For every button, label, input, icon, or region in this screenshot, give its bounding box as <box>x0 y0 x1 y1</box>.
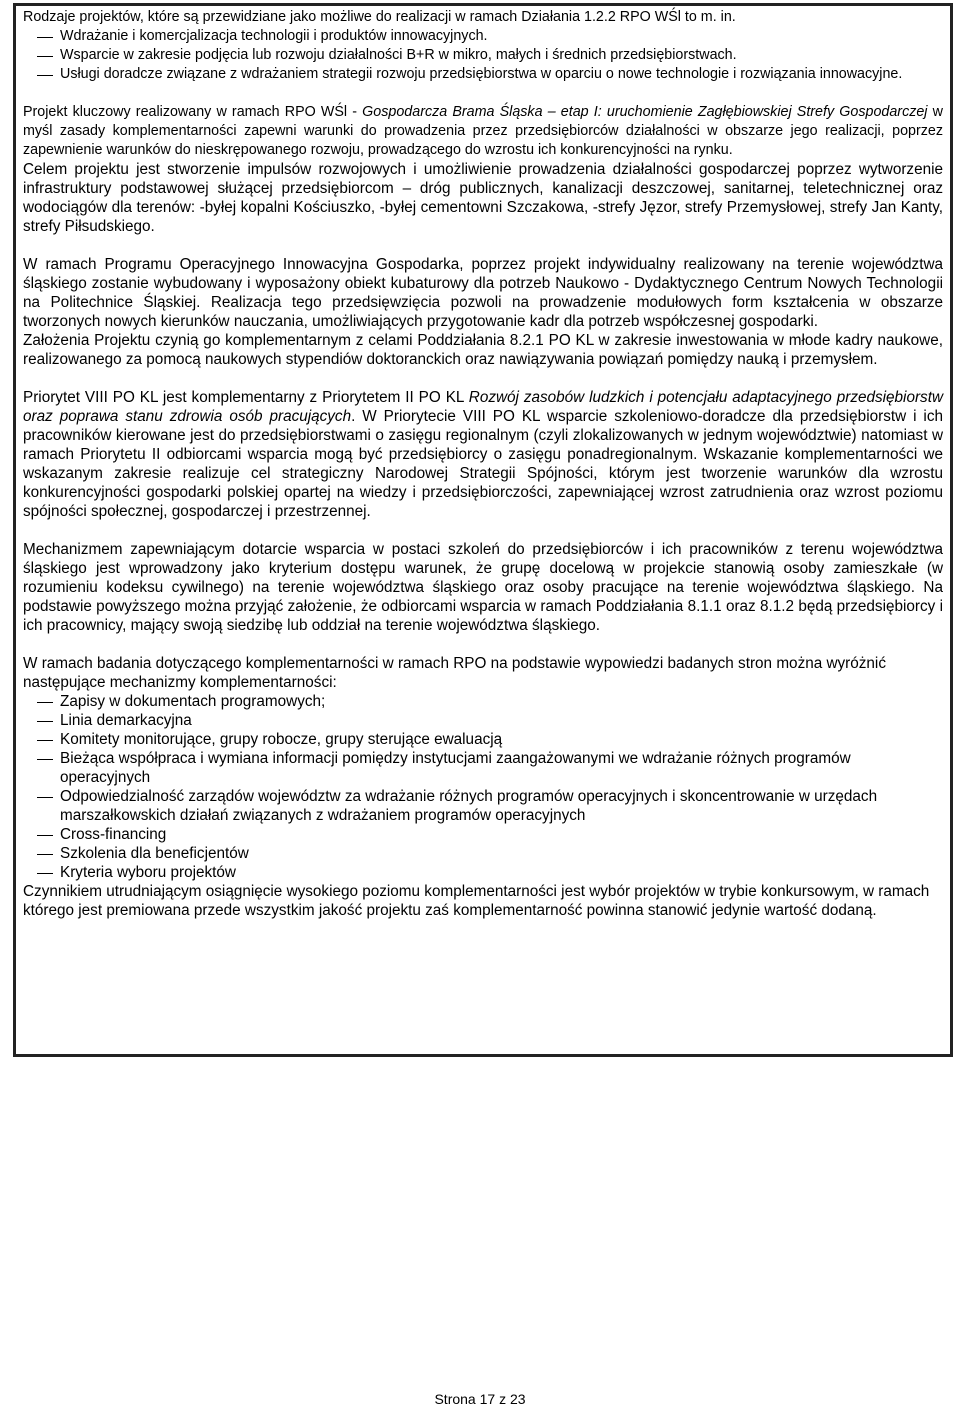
priorytet-paragraph <box>23 388 943 521</box>
key-project-rest: w myśl zasady komplementarności zapewni warunki do prowadzenia przez przedsiębiorców działalności w obszarze jego realizacji, poprzez zapewnienie warunków do nieskrępowanego rozwoju, prowadzącego do wzrostu ich konkurencyjności na rynku. <box>23 104 943 158</box>
list-item: Zapisy w dokumentach programowych; <box>23 692 943 711</box>
celem-paragraph: Celem projektu jest stworzenie impulsów rozwojowych i umożliwienie prowadzenia działalności gospodarczej poprzez wytworzenie infrastruktury podstawowej służącej przedsiębiorcom – dróg publicznych, kanalizacji deszczowej, sanitarnej, teletechnicznej oraz wodociągów dla terenów: -byłej kopalni Kościuszko, -byłej cementowni Szczakowa, -strefy Jęzor, strefy Przemysłowej, strefy Jan Kanty, strefy Piłsudskiego. <box>23 161 943 235</box>
project-types-list <box>23 27 943 84</box>
zalozenia-paragraph: Założenia Projektu czynią go komplementarnym z celami Poddziałania 8.2.1 PO KL w zakresie inwestowania w młode kadry naukowe, realizowanego za pomocą naukowych stypendiów doktoranckich oraz nawiązywania powiązań pomiędzy nauką i przemysłem. <box>23 332 943 368</box>
priorytet-title: Rozwój zasobów ludzkich i potencjału adaptacyjnego przedsiębiorstw oraz poprawa stanu zdrowia osób pracujących <box>23 389 944 425</box>
list-item: Cross-financing <box>23 825 943 844</box>
list-item: Usługi doradcze związane z wdrażaniem strategii rozwoju przedsiębiorstwa w oparciu o nowe technologie i rozwiązania innowacyjne. <box>23 65 943 84</box>
list-item: Wsparcie w zakresie podjęcia lub rozwoju działalności B+R w mikro, małych i średnich przedsiębiorstwach. <box>23 46 943 65</box>
list-item: Wdrażanie i komercjalizacja technologii i produktów innowacyjnych. <box>23 27 943 46</box>
poig-paragraph: W ramach Programu Operacyjnego Innowacyjna Gospodarka, poprzez projekt indywidualny realizowany na terenie województwa śląskiego zostanie wybudowany i wyposażony obiekt kubaturowy dla potrzeb Naukowo - Dydaktycznego Centrum Nowych Technologii na Politechnice Śląskiej. Realizacja tego przedsięwzięcia pozwoli na prowadzenie modułowych form kształcenia w obszarze tworzonych nowych kierunków nauczania, umożliwiających przygotowanie kadr dla potrzeb współczesnej gospodarki. <box>23 256 943 330</box>
list-item: Bieżąca współpraca i wymiana informacji pomiędzy instytucjami zaangażowanymi we wdrażanie różnych programów operacyjnych <box>23 749 943 787</box>
list-item: Komitety monitorujące, grupy robocze, grupy sterujące ewaluacją <box>23 730 943 749</box>
priorytet-text-a: Priorytet VIII PO KL jest komplementarny z Priorytetem II PO KL <box>23 389 469 406</box>
mechanizm-paragraph: Mechanizmem zapewniającym dotarcie wsparcia w postaci szkoleń do przedsiębiorców i ich pracowników z terenu województwa śląskiego jest wprowadzony jako kryterium dostępu warunek, że grupę docelową w projekcie stanowią osoby zamieszkałe (w rozumieniu kodeksu cywilnego) na terenie województwa śląskiego oraz osoby pracujące na terenie województwa śląskiego. Na podstawie powyższego można przyjąć założenie, że odbiorcami wsparcia w ramach Poddziałania 8.1.1 oraz 8.1.2 będą przedsiębiorcy i ich pracownicy, mający swoją siedzibę lub oddział na terenie województwa śląskiego. <box>23 541 943 634</box>
page-number: Strona 17 z 23 <box>434 1391 526 1407</box>
list-item: Kryteria wyboru projektów <box>23 863 943 882</box>
priorytet-text-b: . W Priorytecie VIII PO KL wsparcie szkoleniowo-doradcze dla przedsiębiorstw i ich pracowników kierowane jest do przedsiębiorstwami o zasięgu regionalnym (czyli zlokalizowanych w jednym województwie) natomiast w ramach Priorytetu II odbiorcami wsparcia mogą być przedsiębiorcy o zasięgu ponadregionalnym. Wskazanie komplementarności we wskazanym zakresie realizuje cel strategiczny Narodowej Strategii Spójności, którym jest tworzenie warunków dla wzrostu konkurencyjności gospodarki polskiej opartej na wiedzy i przedsiębiorczości, zapewniającej wzrost zatrudnienia oraz wzrost poziomu spójności społecznej, gospodarczej i przestrzennej. <box>23 408 943 520</box>
project-types-heading: Rodzaje projektów, które są przewidziane jako możliwe do realizacji w ramach Działania 1.2.2 RPO WŚl to m. in. <box>23 9 736 25</box>
key-project-name: Gospodarcza Brama Śląska – etap I: uruchomienie Zagłębiowskiej Strefy Gospodarczej <box>362 104 928 120</box>
key-project-intro: Projekt kluczowy realizowany w ramach RPO WŚl - <box>23 104 363 120</box>
list-item: Szkolenia dla beneficjentów <box>23 844 943 863</box>
list-item: Linia demarkacyjna <box>23 711 943 730</box>
mechanisms-list <box>23 692 943 882</box>
list-item: Odpowiedzialność zarządów województw za wdrażanie różnych programów operacyjnych i skoncentrowanie w urzędach marszałkowskich działań związanych z wdrażaniem programów operacyjnych <box>23 787 943 825</box>
closing-paragraph: Czynnikiem utrudniającym osiągnięcie wysokiego poziomu komplementarności jest wybór projektów w trybie konkursowym, w ramach którego jest premiowana przede wszystkim jakość projektu zaś komplementarność powinna stanowić jedynie wartość dodaną. <box>23 883 930 919</box>
badanie-paragraph: W ramach badania dotyczącego komplementarności w ramach RPO na podstawie wypowiedzi badanych stron można wyróżnić następujące mechanizmy komplementarności: <box>23 655 886 691</box>
key-project-paragraph <box>23 103 943 160</box>
document-body <box>23 8 943 920</box>
